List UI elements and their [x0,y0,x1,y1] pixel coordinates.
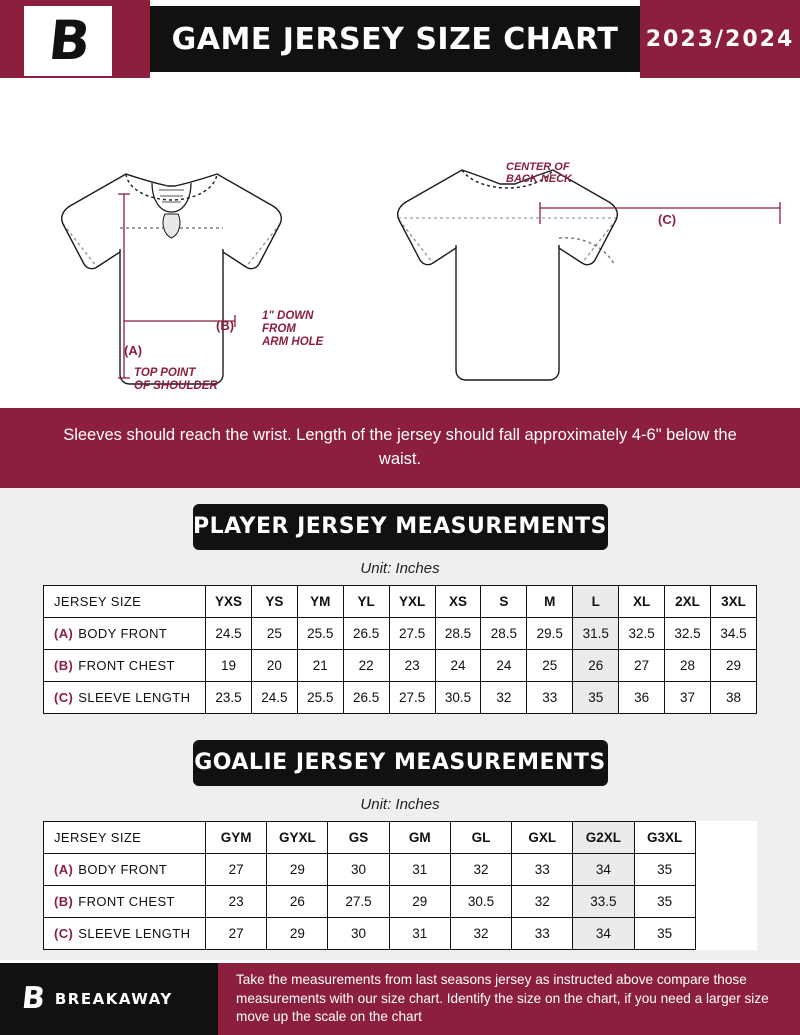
measurement-cell: 26.5 [343,681,389,713]
measurement-cell: 32 [481,681,527,713]
measurement-cell: 23.5 [206,681,252,713]
measurement-cell: 26 [573,649,619,681]
measurement-cell: 35 [634,917,695,949]
brand-b-icon: B [45,9,91,72]
season-year: 2023/2024 [640,0,800,78]
measurement-cell: 24.5 [251,681,297,713]
footer-brand [0,963,218,1035]
measurement-cell: 33 [512,853,573,885]
measurement-tag: (B) [54,657,74,673]
svg-text:1" DOWN: 1" DOWN [262,310,314,322]
measurement-cell: 27 [206,917,267,949]
measurement-cell: 33 [512,917,573,949]
measurement-cell: 27.5 [328,885,389,917]
spacer-cell [695,885,756,917]
size-header-cell: GXL [512,821,573,853]
svg-text:(B): (B) [216,318,235,333]
measurement-cell: 25 [527,649,573,681]
measurement-cell: 31 [389,917,450,949]
size-header-cell: 3XL [710,585,756,617]
fit-note: Sleeves should reach the wrist. Length of the jersey should fall approximately 4-6" below the waist. [0,408,800,488]
measurement-label: (B) FRONT CHEST [44,649,206,681]
measurement-cell: 30 [328,917,389,949]
size-header-cell: 2XL [665,585,711,617]
measurement-cell: 34 [573,853,634,885]
measurement-cell: 22 [343,649,389,681]
measurement-cell: 34.5 [710,617,756,649]
svg-text:FROM: FROM [262,323,296,335]
measurement-cell: 23 [389,649,435,681]
measurement-cell: 28.5 [481,617,527,649]
measurement-tag: (C) [54,925,74,941]
page-title [150,6,640,72]
measurement-cell: 38 [710,681,756,713]
measurement-cell: 25 [251,617,297,649]
measurement-cell: 32 [450,917,511,949]
measurement-tag: (A) [54,861,74,877]
measurement-cell: 33 [527,681,573,713]
brand-logo [24,6,112,76]
measurement-cell: 32.5 [665,617,711,649]
measurement-cell: 29 [267,853,328,885]
size-header-cell: GL [450,821,511,853]
size-header-cell: XL [619,585,665,617]
svg-text:BACK NECK: BACK NECK [506,173,572,185]
table-row [44,681,757,713]
table-header-row [44,585,757,617]
size-header-cell: YM [297,585,343,617]
size-header-cell: YXS [206,585,252,617]
measurement-label: (C) SLEEVE LENGTH [44,681,206,713]
footer-brand-name: BREAKAWAY [54,990,173,1008]
size-header-cell: G2XL [573,821,634,853]
measurement-cell: 26 [267,885,328,917]
measurement-cell: 29 [267,917,328,949]
page-footer [0,963,800,1035]
measurement-cell: 32 [450,853,511,885]
measurement-label: (C) SLEEVE LENGTH [44,917,206,949]
measurement-tag: (B) [54,893,74,909]
spacer-cell [695,821,756,853]
measurement-cell: 34 [573,917,634,949]
svg-text:ARM HOLE: ARM HOLE [262,336,324,348]
measurement-cell: 23 [206,885,267,917]
goalie-section [0,724,800,960]
measurement-cell: 24 [435,649,481,681]
page-title-text: GAME JERSEY SIZE CHART [171,21,619,57]
goalie-unit-label: Unit: Inches [360,795,440,813]
header-logo-block [0,0,150,78]
measurement-label: (A) BODY FRONT [44,853,206,885]
spacer-cell [695,917,756,949]
measurement-cell: 28 [665,649,711,681]
table-row [44,649,757,681]
measurement-cell: 35 [573,681,619,713]
table-row [44,917,757,949]
measurement-tag: (C) [54,689,74,705]
measurement-cell: 27.5 [389,617,435,649]
table-row [44,853,757,885]
measurement-cell: 33.5 [573,885,634,917]
measurement-cell: 21 [297,649,343,681]
svg-text:(C): (C) [658,212,677,227]
spacer-cell [695,853,756,885]
jersey-diagram [0,78,800,408]
size-header-cell: GS [328,821,389,853]
size-header-cell: M [527,585,573,617]
measurement-cell: 37 [665,681,711,713]
measurement-cell: 25.5 [297,617,343,649]
svg-text:(A): (A) [124,343,143,358]
measurement-cell: 24.5 [206,617,252,649]
svg-text:OF SHOULDER: OF SHOULDER [134,380,218,392]
size-header-cell: YL [343,585,389,617]
measurement-cell: 19 [206,649,252,681]
measurement-cell: 27 [619,649,665,681]
goalie-section-title: GOALIE JERSEY MEASUREMENTS [193,740,608,786]
player-measurements-table [43,585,757,714]
measurement-cell: 31.5 [573,617,619,649]
measurement-cell: 29 [389,885,450,917]
row-label: JERSEY SIZE [44,585,206,617]
measurement-cell: 32 [512,885,573,917]
size-header-cell: G3XL [634,821,695,853]
size-header-cell: S [481,585,527,617]
svg-text:CENTER OF: CENTER OF [506,161,570,173]
measurement-cell: 27.5 [389,681,435,713]
table-header-row [44,821,757,853]
size-header-cell: YXL [389,585,435,617]
footer-instructions: Take the measurements from last seasons jersey as instructed above compare those measurements with our size chart. Identify the size on the chart, if you need a larger size move up the scale on the chart [220,963,800,1035]
player-section [0,488,800,724]
brand-b-icon-footer: B [20,981,47,1016]
measurement-label: (B) FRONT CHEST [44,885,206,917]
measurement-cell: 20 [251,649,297,681]
row-label: JERSEY SIZE [44,821,206,853]
measurement-cell: 27 [206,853,267,885]
measurement-label: (A) BODY FRONT [44,617,206,649]
goalie-measurements-table [43,821,757,950]
measurement-cell: 25.5 [297,681,343,713]
player-section-title: PLAYER JERSEY MEASUREMENTS [193,504,608,550]
measurement-tag: (A) [54,625,74,641]
measurement-cell: 29 [710,649,756,681]
size-header-cell: GYM [206,821,267,853]
page-header [0,0,800,78]
svg-text:TOP POINT: TOP POINT [134,367,196,379]
measurement-cell: 35 [634,885,695,917]
size-header-cell: L [573,585,619,617]
measurement-cell: 28.5 [435,617,481,649]
measurement-cell: 29.5 [527,617,573,649]
measurement-cell: 31 [389,853,450,885]
measurement-cell: 30.5 [435,681,481,713]
table-row [44,885,757,917]
measurement-cell: 24 [481,649,527,681]
player-unit-label: Unit: Inches [360,559,440,577]
measurement-cell: 36 [619,681,665,713]
size-header-cell: XS [435,585,481,617]
size-header-cell: GYXL [267,821,328,853]
measurement-cell: 32.5 [619,617,665,649]
measurement-cell: 35 [634,853,695,885]
measurement-cell: 30.5 [450,885,511,917]
size-header-cell: GM [389,821,450,853]
table-row [44,617,757,649]
measurement-cell: 30 [328,853,389,885]
measurement-cell: 26.5 [343,617,389,649]
size-header-cell: YS [251,585,297,617]
